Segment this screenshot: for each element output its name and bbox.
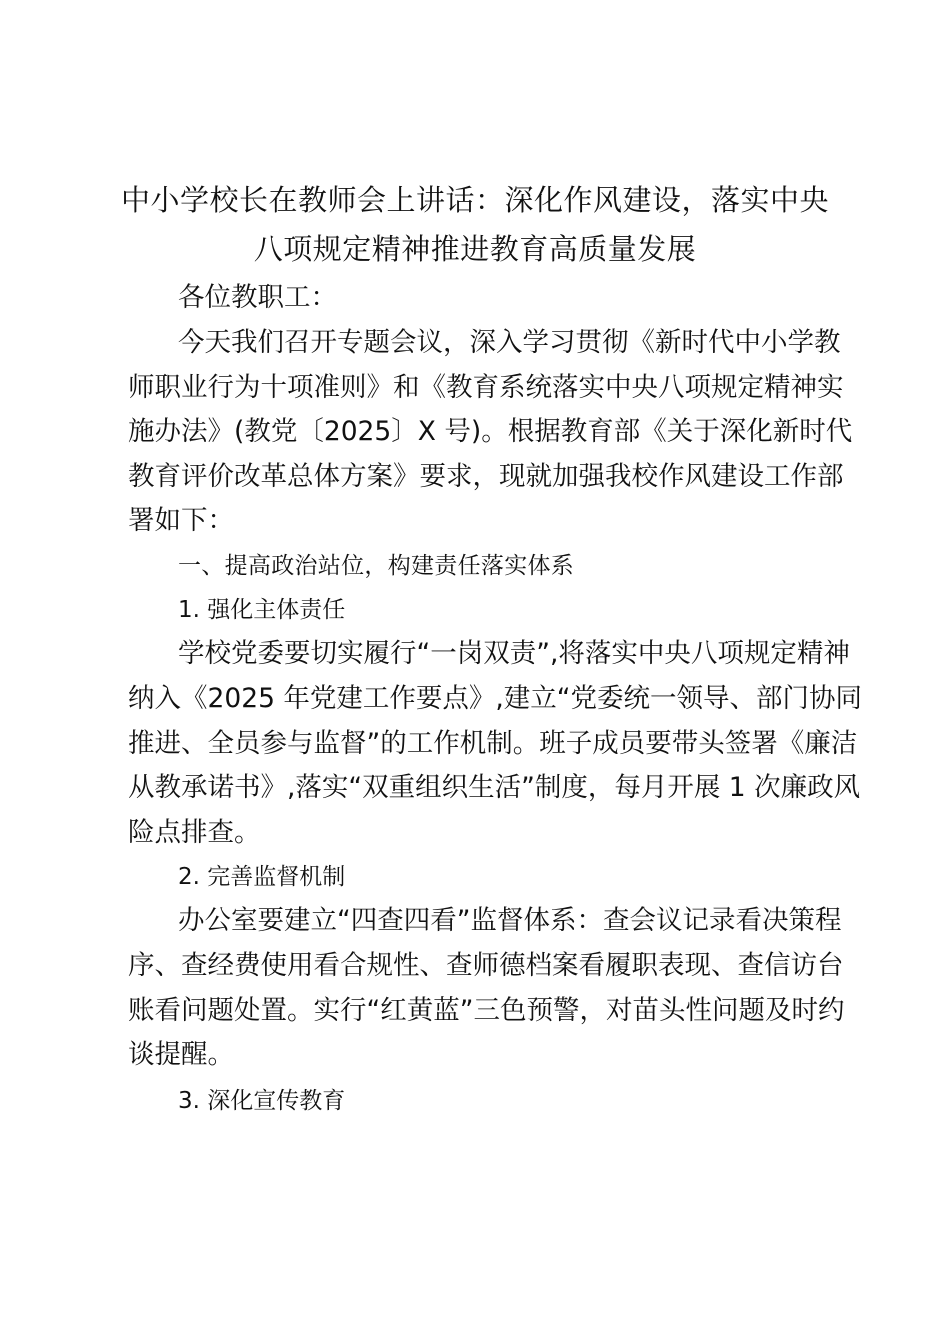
intro-line-5: 署如下： [128, 505, 234, 536]
intro-line-1: 今天我们召开专题会议，深入学习贯彻《新时代中小学教 [178, 327, 841, 358]
section-1-heading: 一、提高政治站位，构建责任落实体系 [178, 553, 575, 579]
subsection-1-line-5: 险点排查。 [128, 817, 261, 848]
intro-line-3: 施办法》(教党〔2025〕X 号)。根据教育部《关于深化新时代 [128, 416, 853, 447]
subsection-2-line-1: 办公室要建立“四查四看”监督体系：查会议记录看决策程 [178, 905, 842, 936]
subsection-2-heading: 2. 完善监督机制 [178, 864, 346, 890]
subsection-2-line-3: 账看问题处置。实行“红黄蓝”三色预警，对苗头性问题及时约 [128, 995, 845, 1026]
subsection-1-line-2: 纳入《2025 年党建工作要点》,建立“党委统一领导、部门协同 [128, 683, 863, 714]
subsection-1-heading: 1. 强化主体责任 [178, 597, 346, 623]
document-title [120, 176, 830, 274]
intro-line-4: 教育评价改革总体方案》要求，现就加强我校作风建设工作部 [128, 461, 844, 492]
title-line-2: 八项规定精神推进教育高质量发展 [253, 232, 697, 266]
subsection-1-line-3: 推进、全员参与监督”的工作机制。班子成员要带头签署《廉洁 [128, 728, 858, 759]
subsection-2-line-2: 序、查经费使用看合规性、查师德档案看履职表现、查信访台 [128, 950, 844, 981]
title-line-1: 中小学校长在教师会上讲话：深化作风建设，落实中央 [120, 183, 829, 217]
salutation: 各位教职工： [178, 282, 337, 313]
subsection-1-line-4: 从教承诺书》,落实“双重组织生活”制度，每月开展 1 次廉政风 [128, 772, 861, 803]
intro-line-2: 师职业行为十项准则》和《教育系统落实中央八项规定精神实 [128, 372, 844, 403]
subsection-3-heading: 3. 深化宣传教育 [178, 1088, 346, 1114]
subsection-1-line-1: 学校党委要切实履行“一岗双责”,将落实中央八项规定精神 [178, 638, 850, 669]
subsection-2-line-4: 谈提醒。 [128, 1039, 234, 1070]
